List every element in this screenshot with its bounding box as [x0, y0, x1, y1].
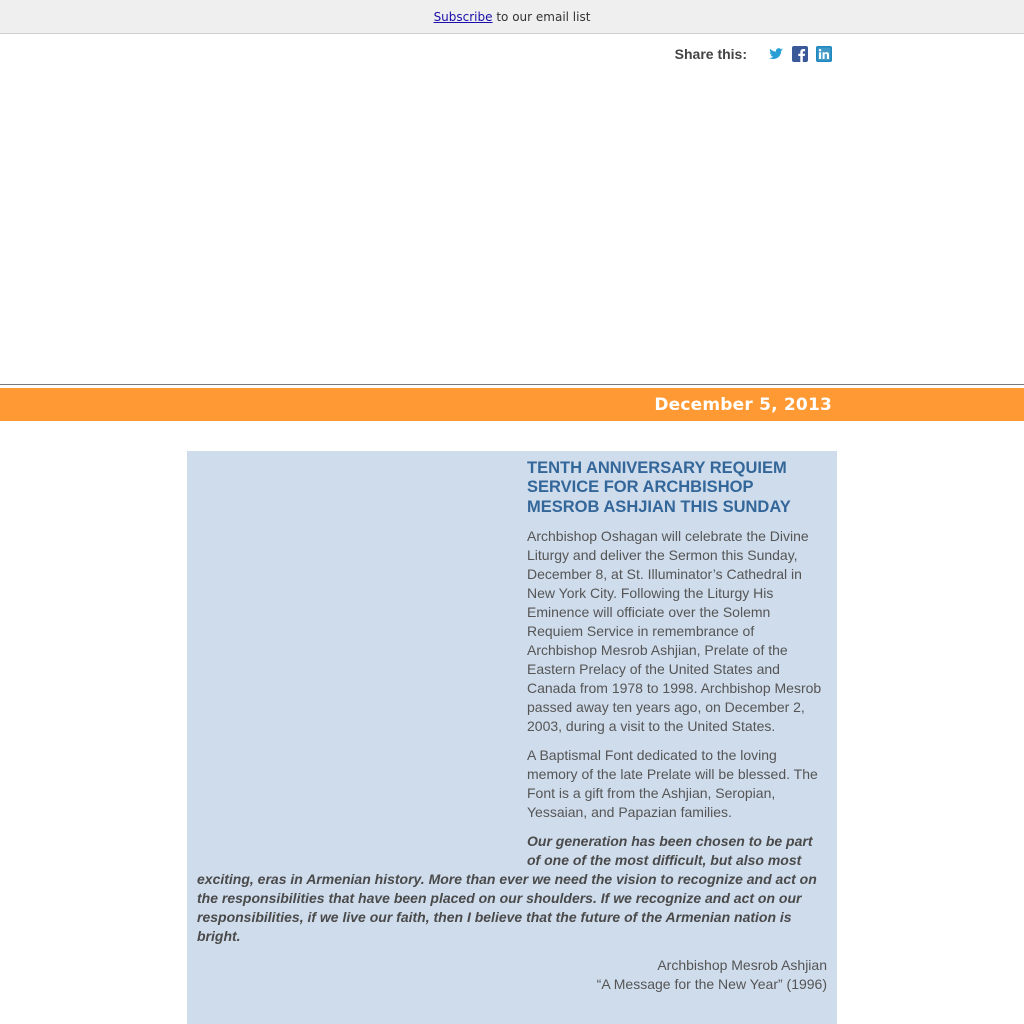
article-block — [187, 451, 837, 1024]
share-bar — [675, 44, 832, 64]
subscribe-suffix: to our email list — [492, 10, 591, 24]
issue-date: December 5, 2013 — [654, 395, 832, 415]
twitter-icon[interactable] — [768, 46, 784, 62]
linkedin-icon[interactable] — [816, 46, 832, 62]
quote-attribution — [197, 956, 827, 994]
subscribe-link[interactable]: Subscribe — [433, 10, 493, 24]
facebook-icon[interactable] — [792, 46, 808, 62]
attribution-source: “A Message for the New Year” (1996) — [596, 975, 827, 992]
subscribe-bar — [0, 0, 1024, 34]
article-quote: Our generation has been chosen to be part of one of the most difficult, but also most exciting, eras in Armenian history. More than ever we need the vision to recognize and act on the responsibilities that have been placed on our shoulders. If we recognize and act on our responsibilities, if we live our faith, then I believe that the future of the Armenian nation is bright. — [197, 832, 817, 944]
article-paragraph: A Baptismal Font dedicated to the loving memory of the late Prelate will be blessed. The Font is a gift from the Ashjian, Seropian, Yessaian, and Papazian families. — [527, 746, 818, 820]
article-headline: TENTH ANNIVERSARY REQUIEM SERVICE FOR ARCHBISHOP MESROB ASHJIAN THIS SUNDAY — [527, 459, 791, 516]
article-paragraph: Archbishop Oshagan will celebrate the Divine Liturgy and deliver the Sermon this Sunday, December 8, at St. Illuminator’s Cathedral in New York City. Following the Liturgy His Eminence will officiate over the Solemn Requiem Service in remembrance of Archbishop Mesrob Ashjian, Prelate of the Eastern Prelacy of the United States and Canada from 1978 to 1998. Archbishop Mesrob passed away ten years ago, on December 2, 2003, during a visit to the United States. — [527, 527, 822, 734]
header-divider — [0, 384, 1024, 385]
attribution-name: Archbishop Mesrob Ashjian — [657, 956, 827, 973]
article-image-placeholder — [197, 459, 527, 867]
share-label: Share this: — [674, 46, 747, 62]
date-bar — [0, 388, 1024, 421]
